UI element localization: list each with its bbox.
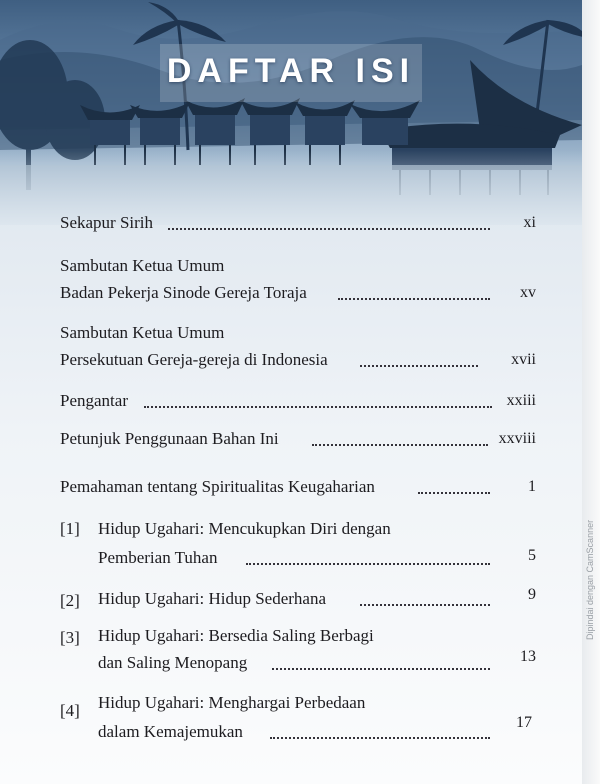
page-title: DAFTAR ISI [166,52,416,90]
toc-entry-title: Hidup Ugahari: Hidup Sederhana [98,589,327,608]
toc-entry-title: Sambutan Ketua Umum [60,256,225,275]
leader-dots [272,668,490,670]
leader-dots [360,604,490,606]
scanner-watermark: Dipindai dengan CamScanner [585,519,595,640]
toc-page-number: 5 [528,547,536,564]
toc-entry [60,588,536,616]
toc-entry-title: Pengantar [60,391,128,410]
chapter-number: [3] [60,628,80,647]
toc-page-number: xxviii [498,430,536,447]
toc-entry-title: Petunjuk Penggunaan Bahan Ini [60,429,279,448]
toc-entry [60,692,536,744]
toc-page-number: 1 [528,478,536,495]
toc-entry [60,428,536,456]
toc-entry [60,518,536,570]
toc-entry-title: Sekapur Sirih [60,213,154,232]
toc-entry-title: dalam Kemajemukan [98,722,243,741]
toc-page-number: xxiii [506,392,536,409]
toc-page-number: 13 [520,648,536,665]
toc-entry-title: Persekutuan Gereja-gereja di Indonesia [60,350,328,369]
toc-entry-title: Badan Pekerja Sinode Gereja Toraja [60,283,307,302]
leader-dots [144,406,492,408]
leader-dots [360,365,478,367]
toc-entry-title: Pemberian Tuhan [98,548,218,567]
toc-entry [60,390,536,418]
toc-entry [60,212,536,240]
tongkonan-village-illustration [0,0,582,225]
toc-entry [60,625,536,677]
toc-entry-title: Pemahaman tentang Spiritualitas Keugaharian [60,477,375,496]
toc-entry-title: Hidup Ugahari: Menghargai Perbedaan [98,693,366,712]
leader-dots [270,737,490,739]
toc-entry [60,322,536,374]
leader-dots [338,298,490,300]
toc-entry-title: Hidup Ugahari: Mencukupkan Diri dengan [98,519,391,538]
toc-entry-title: Sambutan Ketua Umum [60,323,225,342]
chapter-number: [2] [60,591,80,610]
leader-dots [168,228,490,230]
leader-dots [312,444,488,446]
leader-dots [418,492,490,494]
toc-entry [60,255,536,307]
header-photo [0,0,582,225]
toc-page-number: xi [523,214,536,231]
toc-page-number: xvii [511,351,536,368]
chapter-number: [1] [60,519,80,538]
leader-dots [246,563,490,565]
toc-entry [60,476,536,504]
chapter-number: [4] [60,701,80,720]
toc-entry-title: dan Saling Menopang [98,653,248,672]
toc-page-number: 17 [516,714,532,731]
toc-page-number: xv [520,284,536,301]
toc-entry-title: Hidup Ugahari: Bersedia Saling Berbagi [98,626,374,645]
toc-page-number: 9 [528,586,536,603]
page-edge [582,0,600,784]
